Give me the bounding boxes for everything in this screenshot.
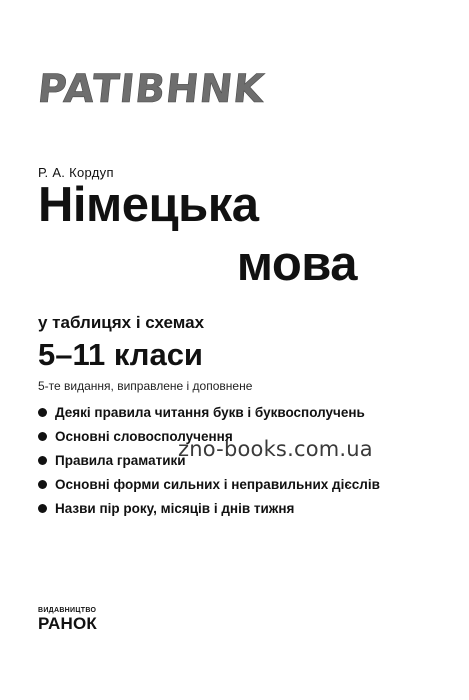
bullet-icon xyxy=(38,456,47,465)
feature-list xyxy=(38,405,438,525)
grade-range: 5–11 класи xyxy=(38,337,203,372)
subtitle: у таблицях і схемах xyxy=(38,313,205,332)
edition-note: 5-те видання, виправлене і доповнене xyxy=(38,379,253,393)
feature-item xyxy=(38,477,438,492)
bullet-icon xyxy=(38,480,47,489)
bullet-icon xyxy=(38,432,47,441)
feature-text: Основні форми сильних і неправильних дієслів xyxy=(55,477,380,492)
publisher-logo xyxy=(38,607,97,632)
title-line-1: Німецька xyxy=(38,178,259,232)
watermark: zno-books.com.ua xyxy=(178,437,373,461)
series-logo: PATIBHNK xyxy=(35,67,267,112)
feature-text: Основні словосполучення xyxy=(55,429,233,444)
publisher-label: ВИДАВНИЦТВО xyxy=(38,607,97,614)
publisher-name: РАНОК xyxy=(38,614,97,633)
feature-text: Деякі правила читання букв і буквосполучень xyxy=(55,405,365,420)
feature-item xyxy=(38,405,438,420)
feature-item xyxy=(38,501,438,516)
feature-text: Правила граматики xyxy=(55,453,186,468)
bullet-icon xyxy=(38,408,47,417)
feature-text: Назви пір року, місяців і днів тижня xyxy=(55,501,295,516)
bullet-icon xyxy=(38,504,47,513)
title-line-2: мова xyxy=(236,237,357,291)
author-name: Р. А. Кордуп xyxy=(38,165,114,180)
